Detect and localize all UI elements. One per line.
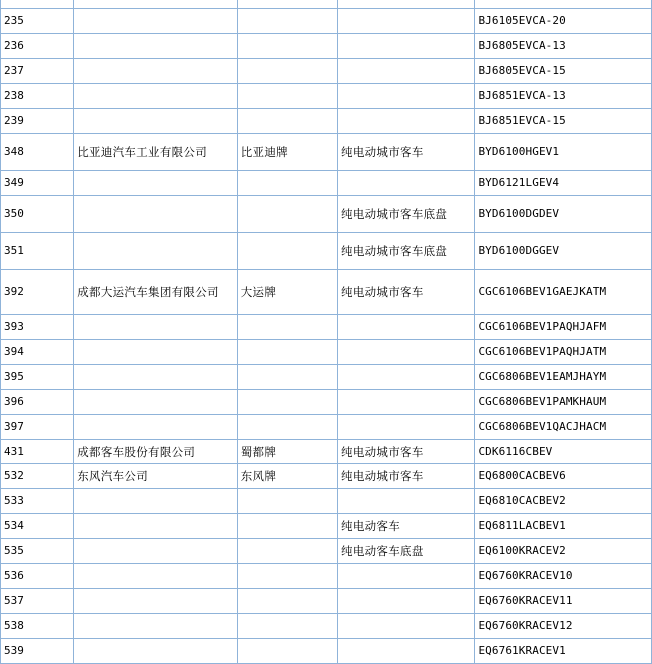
vehicle-type-cell bbox=[338, 415, 475, 440]
brand-cell bbox=[237, 489, 337, 514]
company-cell bbox=[74, 59, 238, 84]
brand-cell bbox=[237, 315, 337, 340]
company-cell bbox=[74, 34, 238, 59]
model-cell: BYD6100DGGEV bbox=[475, 233, 652, 270]
model-cell: CGC6106BEV1PAQHJATM bbox=[475, 340, 652, 365]
company-cell bbox=[74, 84, 238, 109]
company-cell bbox=[74, 9, 238, 34]
company-cell bbox=[74, 340, 238, 365]
brand-cell: 蜀都牌 bbox=[237, 440, 337, 464]
brand-cell bbox=[237, 589, 337, 614]
vehicle-type-cell bbox=[338, 34, 475, 59]
vehicle-type-cell bbox=[338, 315, 475, 340]
table-row bbox=[1, 315, 652, 340]
vehicle-type-cell: 纯电动客车 bbox=[338, 514, 475, 539]
brand-cell bbox=[237, 109, 337, 134]
company-cell bbox=[74, 196, 238, 233]
brand-cell: 比亚迪牌 bbox=[237, 134, 337, 171]
vehicle-type-cell bbox=[338, 614, 475, 639]
model-cell: EQ6760KRACEV11 bbox=[475, 589, 652, 614]
company-cell bbox=[74, 639, 238, 664]
table-row bbox=[1, 614, 652, 639]
table-row bbox=[1, 639, 652, 664]
table-body bbox=[1, 0, 652, 664]
table-row bbox=[1, 564, 652, 589]
company-cell bbox=[74, 390, 238, 415]
row-number: 349 bbox=[1, 171, 74, 196]
brand-cell bbox=[237, 564, 337, 589]
row-number: 350 bbox=[1, 196, 74, 233]
company-cell bbox=[74, 564, 238, 589]
row-number: 396 bbox=[1, 390, 74, 415]
company-cell bbox=[74, 589, 238, 614]
vehicle-type-cell bbox=[338, 589, 475, 614]
model-cell: BJ6851EVCA-13 bbox=[475, 84, 652, 109]
company-cell bbox=[74, 171, 238, 196]
brand-cell bbox=[237, 196, 337, 233]
company-cell: 成都大运汽车集团有限公司 bbox=[74, 270, 238, 315]
brand-cell bbox=[237, 614, 337, 639]
company-cell bbox=[74, 0, 238, 9]
row-number: 397 bbox=[1, 415, 74, 440]
model-cell: CGC6806BEV1EAMJHAYM bbox=[475, 365, 652, 390]
table-row bbox=[1, 589, 652, 614]
row-number: 238 bbox=[1, 84, 74, 109]
brand-cell bbox=[237, 514, 337, 539]
brand-cell bbox=[237, 0, 337, 9]
table-row bbox=[1, 464, 652, 489]
vehicle-type-cell: 纯电动城市客车底盘 bbox=[338, 233, 475, 270]
vehicle-type-cell bbox=[338, 84, 475, 109]
table-row bbox=[1, 84, 652, 109]
brand-cell bbox=[237, 84, 337, 109]
company-cell: 东风汽车公司 bbox=[74, 464, 238, 489]
model-cell: EQ6100KRACEV2 bbox=[475, 539, 652, 564]
model-cell: BYD6121LGEV4 bbox=[475, 171, 652, 196]
table-row bbox=[1, 59, 652, 84]
row-number: 533 bbox=[1, 489, 74, 514]
row-number: 351 bbox=[1, 233, 74, 270]
row-number: 236 bbox=[1, 34, 74, 59]
brand-cell: 东风牌 bbox=[237, 464, 337, 489]
vehicle-type-cell bbox=[338, 171, 475, 196]
row-number: 535 bbox=[1, 539, 74, 564]
company-cell bbox=[74, 233, 238, 270]
table-row bbox=[1, 0, 652, 9]
vehicle-type-cell bbox=[338, 59, 475, 84]
table-row bbox=[1, 440, 652, 464]
vehicle-type-cell bbox=[338, 0, 475, 9]
brand-cell bbox=[237, 415, 337, 440]
model-cell: BYD6100DGDEV bbox=[475, 196, 652, 233]
model-cell: EQ6760KRACEV10 bbox=[475, 564, 652, 589]
brand-cell: 大运牌 bbox=[237, 270, 337, 315]
row-number: 348 bbox=[1, 134, 74, 171]
row-number: 393 bbox=[1, 315, 74, 340]
row-number: 536 bbox=[1, 564, 74, 589]
table-row bbox=[1, 109, 652, 134]
table-row bbox=[1, 489, 652, 514]
vehicle-type-cell bbox=[338, 9, 475, 34]
row-number bbox=[1, 0, 74, 9]
brand-cell bbox=[237, 390, 337, 415]
brand-cell bbox=[237, 365, 337, 390]
model-cell: EQ6810CACBEV2 bbox=[475, 489, 652, 514]
table-row bbox=[1, 415, 652, 440]
vehicle-type-cell: 纯电动客车底盘 bbox=[338, 539, 475, 564]
company-cell bbox=[74, 109, 238, 134]
row-number: 537 bbox=[1, 589, 74, 614]
model-cell: CGC6806BEV1PAMKHAUM bbox=[475, 390, 652, 415]
brand-cell bbox=[237, 9, 337, 34]
company-cell bbox=[74, 315, 238, 340]
company-cell bbox=[74, 614, 238, 639]
vehicle-type-cell: 纯电动城市客车 bbox=[338, 464, 475, 489]
table-row bbox=[1, 233, 652, 270]
brand-cell bbox=[237, 539, 337, 564]
company-cell: 比亚迪汽车工业有限公司 bbox=[74, 134, 238, 171]
vehicle-type-cell bbox=[338, 109, 475, 134]
company-cell bbox=[74, 514, 238, 539]
model-cell: BJ6105EVCA-20 bbox=[475, 9, 652, 34]
company-cell bbox=[74, 415, 238, 440]
row-number: 532 bbox=[1, 464, 74, 489]
brand-cell bbox=[237, 171, 337, 196]
vehicle-type-cell bbox=[338, 564, 475, 589]
vehicle-type-cell bbox=[338, 365, 475, 390]
table-row bbox=[1, 365, 652, 390]
brand-cell bbox=[237, 340, 337, 365]
model-cell: EQ6811LACBEV1 bbox=[475, 514, 652, 539]
vehicle-type-cell: 纯电动城市客车 bbox=[338, 440, 475, 464]
brand-cell bbox=[237, 59, 337, 84]
row-number: 538 bbox=[1, 614, 74, 639]
table-row bbox=[1, 9, 652, 34]
row-number: 239 bbox=[1, 109, 74, 134]
row-number: 534 bbox=[1, 514, 74, 539]
vehicle-type-cell bbox=[338, 390, 475, 415]
brand-cell bbox=[237, 233, 337, 270]
model-cell: CGC6806BEV1QACJHACM bbox=[475, 415, 652, 440]
row-number: 235 bbox=[1, 9, 74, 34]
row-number: 395 bbox=[1, 365, 74, 390]
model-cell: BYD6100HGEV1 bbox=[475, 134, 652, 171]
table-row bbox=[1, 196, 652, 233]
brand-cell bbox=[237, 34, 337, 59]
model-cell: BJ6805EVCA-13 bbox=[475, 34, 652, 59]
table-row bbox=[1, 340, 652, 365]
table-row bbox=[1, 270, 652, 315]
vehicle-type-cell bbox=[338, 639, 475, 664]
row-number: 431 bbox=[1, 440, 74, 464]
row-number: 237 bbox=[1, 59, 74, 84]
model-cell bbox=[475, 0, 652, 9]
company-cell bbox=[74, 489, 238, 514]
table-row bbox=[1, 539, 652, 564]
company-cell bbox=[74, 539, 238, 564]
table-row bbox=[1, 34, 652, 59]
table-row bbox=[1, 171, 652, 196]
vehicle-type-cell: 纯电动城市客车 bbox=[338, 134, 475, 171]
vehicle-type-cell: 纯电动城市客车底盘 bbox=[338, 196, 475, 233]
model-cell: CGC6106BEV1PAQHJAFM bbox=[475, 315, 652, 340]
vehicle-type-cell: 纯电动城市客车 bbox=[338, 270, 475, 315]
brand-cell bbox=[237, 639, 337, 664]
company-cell bbox=[74, 365, 238, 390]
row-number: 392 bbox=[1, 270, 74, 315]
table-row bbox=[1, 514, 652, 539]
model-cell: EQ6760KRACEV12 bbox=[475, 614, 652, 639]
table-row bbox=[1, 134, 652, 171]
model-cell: BJ6851EVCA-15 bbox=[475, 109, 652, 134]
company-cell: 成都客车股份有限公司 bbox=[74, 440, 238, 464]
model-cell: CGC6106BEV1GAEJKATM bbox=[475, 270, 652, 315]
table-row bbox=[1, 390, 652, 415]
row-number: 394 bbox=[1, 340, 74, 365]
vehicle-type-cell bbox=[338, 489, 475, 514]
model-cell: EQ6800CACBEV6 bbox=[475, 464, 652, 489]
vehicle-type-cell bbox=[338, 340, 475, 365]
row-number: 539 bbox=[1, 639, 74, 664]
model-cell: CDK6116CBEV bbox=[475, 440, 652, 464]
model-cell: BJ6805EVCA-15 bbox=[475, 59, 652, 84]
model-cell: EQ6761KRACEV1 bbox=[475, 639, 652, 664]
